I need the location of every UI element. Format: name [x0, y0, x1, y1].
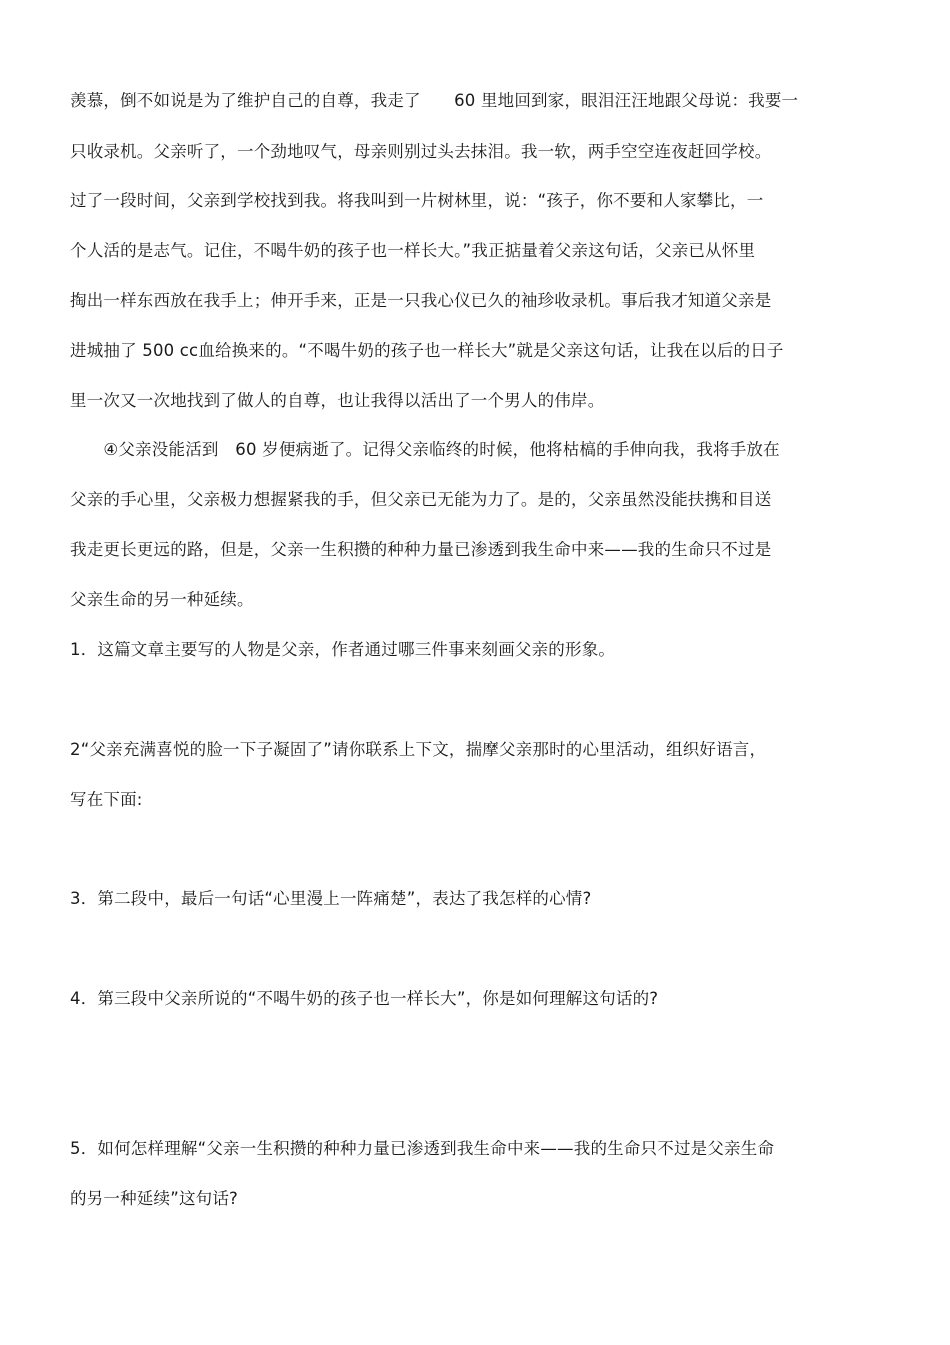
passage-line: 父亲的手心里，父亲极力想握紧我的手，但父亲已无能为力了。是的，父亲虽然没能扶携和目送 [70, 490, 772, 509]
question-3: 3．第二段中，最后一句话“心里漫上一阵痛楚”，表达了我怎样的心情? [70, 889, 592, 908]
question-2: 2“父亲充满喜悦的脸一下子凝固了”请你联系上下文，揣摩父亲那时的心里活动，组织好语言， [70, 740, 767, 759]
passage-line: 进城抽了 500 cc血给换来的。“不喝牛奶的孩子也一样长大”就是父亲这句话，让我在以后的日子 [70, 341, 784, 360]
passage-line: 羡慕，倒不如说是为了维护自己的自尊，我走了 60 里地回到家，眼泪汪汪地跟父母说：我要一 [70, 91, 799, 110]
passage-line: 过了一段时间，父亲到学校找到我。将我叫到一片树林里，说：“孩子，你不要和人家攀比，一 [70, 191, 764, 210]
passage-line: 我走更长更远的路，但是，父亲一生积攒的种种力量已渗透到我生命中来——我的生命只不过是 [70, 540, 772, 559]
passage-line: ④父亲没能活到 60 岁便病逝了。记得父亲临终的时候，他将枯槁的手伸向我，我将手放在 [70, 440, 780, 459]
passage-line: 个人活的是志气。记住，不喝牛奶的孩子也一样长大。”我正掂量着父亲这句话，父亲已从怀里 [70, 241, 756, 260]
question-5-continued: 的另一种延续”这句话? [70, 1189, 239, 1208]
question-1: 1．这篇文章主要写的人物是父亲，作者通过哪三件事来刻画父亲的形象。 [70, 640, 616, 659]
passage-line: 掏出一样东西放在我手上；伸开手来，正是一只我心仪已久的袖珍收录机。事后我才知道父亲是 [70, 291, 772, 310]
question-5: 5．如何怎样理解“父亲一生积攒的种种力量已渗透到我生命中来——我的生命只不过是父亲生命 [70, 1139, 775, 1158]
question-4: 4．第三段中父亲所说的“不喝牛奶的孩子也一样长大”，你是如何理解这句话的? [70, 989, 659, 1008]
passage-line: 只收录机。父亲听了，一个劲地叹气，母亲则别过头去抹泪。我一软，两手空空连夜赶回学校。 [70, 142, 772, 161]
passage-line: 父亲生命的另一种延续。 [70, 590, 254, 609]
question-2-continued: 写在下面: [70, 790, 143, 809]
passage-line: 里一次又一次地找到了做人的自尊，也让我得以活出了一个男人的伟岸。 [70, 391, 605, 410]
